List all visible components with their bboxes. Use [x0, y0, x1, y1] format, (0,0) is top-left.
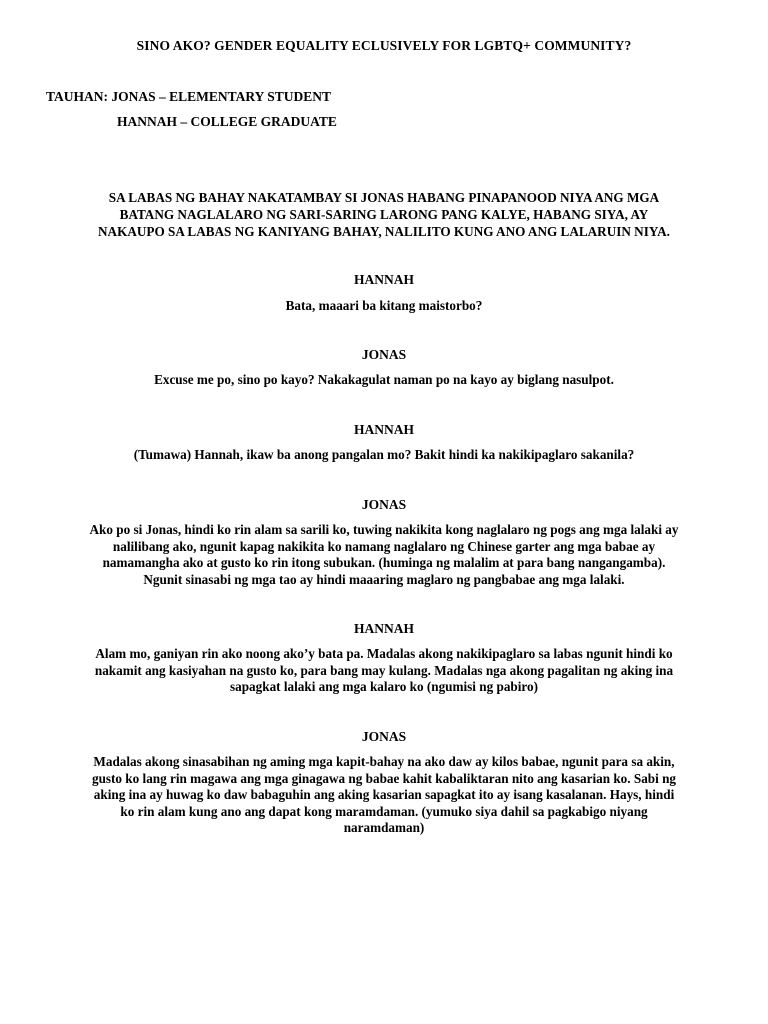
dialogue-line: sapagkat lalaki ang mga kalaro ko (ngumisi ng pabiro) [229, 679, 539, 695]
dialogue-line: Excuse me po, sino po kayo? Nakakagulat naman po na kayo ay biglang nasulpot. [154, 372, 614, 387]
dialogue-line: Madalas akong sinasabihan ng aming mga kapit-bahay na ako daw ay kilos babae, ngunit para sa akin, [93, 754, 675, 769]
speaker-name: HANNAH [354, 272, 414, 287]
stage-line: NAKAUPO SA LABAS NG KANIYANG BAHAY, NALILITO KUNG ANO ANG LALARUIN NIYA. [98, 224, 670, 240]
dialogue-line: ko rin alam kung ano ang dapat kong maramdaman. (yumuko siya dahil sa pagkabigo niyang [120, 803, 648, 819]
dialogue-line: nalilibang ako, ngunit kapag nakikita ko namang naglalaro ng Chinese garter ang mga babae ay [112, 538, 656, 554]
dialogue-text [40, 447, 728, 464]
speaker-name: HANNAH [354, 621, 414, 636]
dialogue-line: Bata, maaari ba kitang maistorbo? [285, 298, 483, 313]
dialogue-line: namamangha ako at gusto ko rin itong subukan. (huminga ng malalim at para bang nangangamba). [102, 555, 666, 571]
stage-line: BATANG NAGLALARO NG SARI-SARING LARONG PANG KALYE, HABANG SIYA, AY [119, 207, 649, 223]
cast-line-jonas: TAUHAN: JONAS – ELEMENTARY STUDENT [46, 89, 332, 104]
dialogue-line: Ngunit sinasabi ng mga tao ay hindi maaaring maglaro ng pangbabae ang mga lalaki. [143, 571, 625, 587]
speaker-name: JONAS [361, 497, 407, 512]
dialogue-text [40, 372, 728, 389]
dialogue-text [40, 754, 728, 837]
dialogue-line: Alam mo, ganiyan rin ako noong ako’y bata pa. Madalas akong nakikipaglaro sa labas ngunit hindi ko [95, 646, 673, 661]
dialogue-text [40, 646, 728, 696]
speaker-name: JONAS [361, 347, 407, 362]
dialogue-text [40, 298, 728, 315]
dialogue-text [40, 522, 728, 588]
dialogue-line: gusto ko lang rin magawa ang mga ginagawa ng babae kahit kabaliktaran nito ang kasarian ko. Sabi ng [91, 770, 677, 786]
dialogue-line: Ako po si Jonas, hindi ko rin alam sa sarili ko, tuwing nakikita kong naglalaro ng pogs ang mga lalaki ay [89, 522, 679, 537]
speaker-name: JONAS [361, 729, 407, 744]
dialogue-line: naramdaman) [343, 820, 425, 836]
dialogue-line: nakamit ang kasiyahan na gusto ko, para bang may kulang. Madalas nga akong pagalitan ng aking ina [94, 662, 674, 678]
stage-direction [40, 189, 728, 241]
document-title: SINO AKO? GENDER EQUALITY ECLUSIVELY FOR LGBTQ+ COMMUNITY? [136, 38, 632, 53]
speaker-name: HANNAH [354, 422, 414, 437]
cast-line-hannah: HANNAH – COLLEGE GRADUATE [117, 114, 337, 129]
dialogue-line: (Tumawa) Hannah, ikaw ba anong pangalan mo? Bakit hindi ka nakikipaglaro sakanila? [133, 447, 635, 462]
stage-line: SA LABAS NG BAHAY NAKATAMBAY SI JONAS HABANG PINAPANOOD NIYA ANG MGA [108, 190, 660, 205]
dialogue-line: aking ina ay huwag ko daw babaguhin ang aking kasarian sapagkat ito ay isang kasalanan. Hays, hindi [93, 787, 675, 803]
